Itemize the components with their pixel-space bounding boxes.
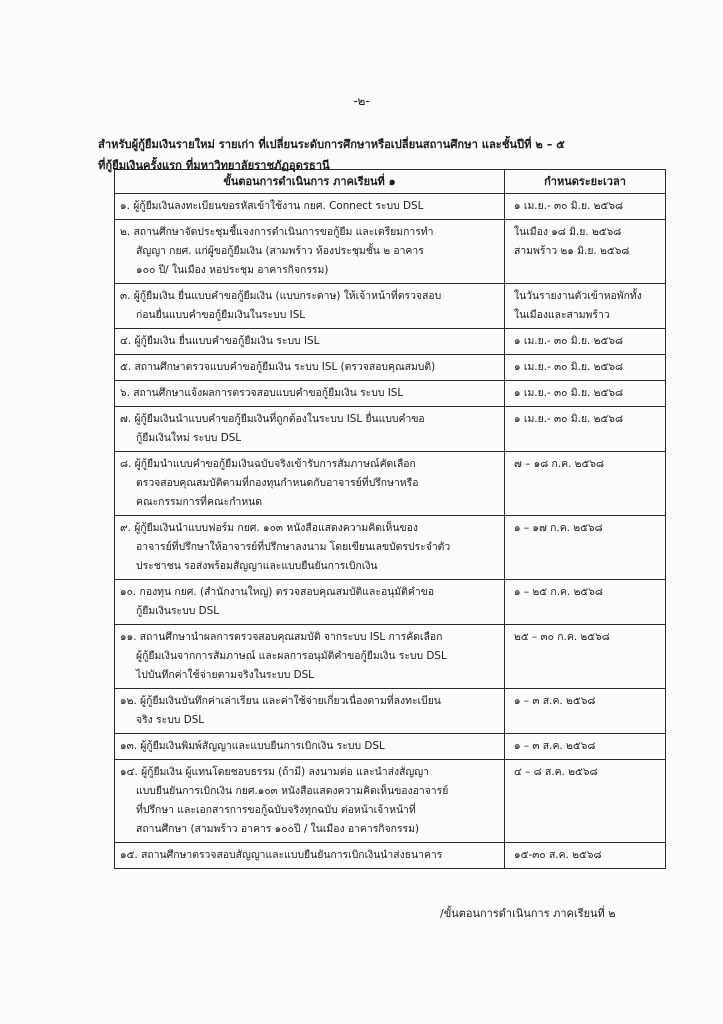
step-text: ที่ปรึกษา และเอกสารการขอกู้ฉบับจริงทุกฉบับ ต่อหน้าเจ้าหน้าที่ — [136, 804, 416, 816]
step-cell — [115, 284, 505, 329]
step-cell — [115, 329, 505, 355]
duration-cell — [505, 625, 666, 689]
step-cell — [115, 194, 505, 220]
heading-line-2: ที่กู้ยืมเงินครั้งแรก ที่มหาวิทยาลัยราชภัฏอุดรธานี — [98, 159, 330, 172]
step-text: ก่อนยื่นแบบคำขอกู้ยืมเงินในระบบ ISL — [136, 309, 306, 321]
duration-text: ในเมือง ๑๘ มิ.ย. ๒๕๖๘ — [514, 226, 622, 238]
duration-text: ๑๕-๓๐ ส.ค. ๒๕๖๘ — [514, 849, 602, 861]
step-text: สัญญา กยศ. แก่ผู้ขอกู้ยืมเงิน (สามพร้าว ห้องประชุมชั้น ๒ อาคาร — [136, 245, 424, 257]
step-text: ๓. ผู้กู้ยืมเงิน ยื่นแบบคำขอกู้ยืมเงิน (แบบกระดาษ) ให้เจ้าหน้าที่ตรวจสอบ — [120, 290, 442, 302]
step-cell — [115, 381, 505, 407]
duration-text: ในเมืองและสามพร้าว — [514, 309, 610, 321]
table-row — [115, 734, 666, 760]
step-cell — [115, 625, 505, 689]
header-duration: กำหนดระยะเวลา — [505, 170, 666, 194]
duration-text: ๒๕ – ๓๐ ก.ค. ๒๕๖๘ — [514, 631, 610, 643]
table-row — [115, 284, 666, 329]
table-row — [115, 407, 666, 452]
step-text: กู้ยืมเงินระบบ DSL — [136, 605, 219, 617]
table-row — [115, 760, 666, 843]
table-row — [115, 194, 666, 220]
step-text: ประชาชน รอส่งพร้อมสัญญาและแบบยืนยันการเบิกเงิน — [136, 560, 378, 572]
step-text: ไปบันทึกค่าใช้จ่ายตามจริงในระบบ DSL — [136, 669, 314, 681]
step-text: ผู้กู้ยืมเงินจากการสัมภาษณ์ และผลการอนุมัติคำขอกู้ยืมเงิน ระบบ DSL — [136, 650, 447, 662]
table-row — [115, 625, 666, 689]
step-cell — [115, 734, 505, 760]
step-text: ๗. ผู้กู้ยืมเงินนำแบบคำขอกู้ยืมเงินที่ถูกต้องในระบบ ISL ยื่นแบบคำขอ — [120, 413, 425, 425]
duration-cell — [505, 381, 666, 407]
table-row — [115, 580, 666, 625]
table-row — [115, 843, 666, 869]
step-text: ๖. สถานศึกษาแจ้งผลการตรวจสอบแบบคำขอกู้ยืมเงิน ระบบ ISL — [120, 387, 404, 399]
duration-text: ๑ – ๓ ส.ค. ๒๕๖๘ — [514, 740, 596, 752]
step-text: ๑๒. ผู้กู้ยืมเงินบันทึกค่าเล่าเรียน และค่าใช้จ่ายเกี่ยวเนื่องตามที่ลงทะเบียน — [120, 695, 441, 707]
step-text: ๒. สถานศึกษาจัดประชุมชี้แจงการดำเนินการขอกู้ยืม และเตรียมการทำ — [120, 226, 434, 238]
step-text: สถานศึกษา (สามพร้าว อาคาร ๑๐๐ปี / ในเมือง อาคารกิจกรรม) — [136, 823, 420, 835]
duration-cell — [505, 516, 666, 580]
duration-text: ๑ เม.ย.- ๓๐ มิ.ย. ๒๕๖๘ — [514, 335, 623, 347]
step-cell — [115, 689, 505, 734]
footer-note: /ขั้นตอนการดำเนินการ ภาคเรียนที่ ๒ — [440, 907, 616, 920]
duration-cell — [505, 284, 666, 329]
table-row — [115, 329, 666, 355]
step-cell — [115, 516, 505, 580]
duration-cell — [505, 734, 666, 760]
step-cell — [115, 580, 505, 625]
duration-text: ๑ เม.ย.- ๓๐ มิ.ย. ๒๕๖๘ — [514, 387, 623, 399]
step-text: ๑๓. ผู้กู้ยืมเงินพิมพ์สัญญาและแบบยืนการเบิกเงิน ระบบ DSL — [120, 740, 385, 752]
table-row — [115, 355, 666, 381]
step-cell — [115, 760, 505, 843]
page-number: -๒- — [353, 94, 370, 108]
step-text: ตรวจสอบคุณสมบัติตามที่กองทุนกำหนดกับอาจารย์ที่ปรึกษาหรือ — [136, 477, 419, 489]
duration-text: ๑ เม.ย.- ๓๐ มิ.ย. ๒๕๖๘ — [514, 413, 623, 425]
duration-cell — [505, 329, 666, 355]
procedure-table — [114, 169, 666, 869]
step-text: ๑๐. กองทุน กยศ. (สำนักงานใหญ่) ตรวจสอบคุณสมบัติและอนุมัติคำขอ — [120, 586, 435, 598]
step-cell — [115, 355, 505, 381]
step-text: อาจารย์ที่ปรึกษาให้อาจารย์ที่ปรึกษาลงนาม โดยเขียนเลขบัตรประจำตัว — [136, 541, 451, 553]
step-cell — [115, 407, 505, 452]
duration-text: ในวันรายงานตัวเข้าหอพักทั้ง — [514, 290, 642, 302]
table-row — [115, 516, 666, 580]
duration-cell — [505, 689, 666, 734]
duration-cell — [505, 194, 666, 220]
step-text: กู้ยืมเงินใหม่ ระบบ DSL — [136, 432, 242, 444]
step-text: ๑๑. สถานศึกษานำผลการตรวจสอบคุณสมบัติ จากระบบ ISL การคัดเลือก — [120, 631, 443, 643]
step-text: ๔. ผู้กู้ยืมเงิน ยื่นแบบคำขอกู้ยืมเงิน ระบบ ISL — [120, 335, 320, 347]
step-cell — [115, 452, 505, 516]
step-text: ๑๕. สถานศึกษาตรวจสอบสัญญาและแบบยืนยันการเบิกเงินนำส่งธนาคาร — [120, 849, 443, 861]
duration-cell — [505, 452, 666, 516]
step-text: ๑๔. ผู้กู้ยืมเงิน ผู้แทนโดยชอบธรรม (ถ้ามี) ลงนามต่อ และนำส่งสัญญา — [120, 766, 429, 778]
heading-line-1: สำหรับผู้กู้ยืมเงินรายใหม่ รายเก่า ที่เปลี่ยนระดับการศึกษาหรือเปลี่ยนสถานศึกษา และชั้นปีที่ ๒ – ๕ — [98, 138, 565, 151]
duration-cell — [505, 760, 666, 843]
table-row — [115, 689, 666, 734]
duration-cell — [505, 407, 666, 452]
step-text: ๘. ผู้กู้ยืมนำแบบคำขอกู้ยืมเงินฉบับจริงเข้ารับการสัมภาษณ์คัดเลือก — [120, 458, 416, 470]
duration-text: ๑ – ๑๗ ก.ค. ๒๕๖๘ — [514, 522, 603, 534]
step-text: คณะกรรมการที่คณะกำหนด — [136, 496, 263, 508]
duration-cell — [505, 580, 666, 625]
step-text: ๙. ผู้กู้ยืมเงินนำแบบฟอร์ม กยศ. ๑๐๓ หนังสือแสดงความคิดเห็นของ — [120, 522, 418, 534]
step-text: ๕. สถานศึกษาตรวจแบบคำขอกู้ยืมเงิน ระบบ ISL (ตรวจสอบคุณสมบติ) — [120, 361, 436, 373]
step-text: ๑๐๐ ปี/ ในเมือง หอประชุม อาคารกิจกรรม) — [136, 264, 329, 276]
duration-text: สามพร้าว ๒๑ มิ.ย. ๒๕๖๘ — [514, 245, 630, 257]
duration-cell — [505, 220, 666, 284]
duration-text: ๔ – ๘ ส.ค. ๒๕๖๘ — [514, 766, 598, 778]
step-text: จริง ระบบ DSL — [136, 714, 205, 726]
step-text: แบบยืนยันการเบิกเงิน กยศ.๑๐๓ หนังสือแสดงความคิดเห็นของอาจารย์ — [136, 785, 449, 797]
header-step: ขั้นตอนการดำเนินการ ภาคเรียนที่ ๑ — [115, 170, 505, 194]
duration-cell — [505, 355, 666, 381]
table-row — [115, 452, 666, 516]
duration-text: ๑ – ๓ ส.ค. ๒๕๖๘ — [514, 695, 596, 707]
table-row — [115, 381, 666, 407]
table-row — [115, 220, 666, 284]
duration-cell — [505, 843, 666, 869]
step-cell — [115, 220, 505, 284]
duration-text: ๑ เม.ย.- ๓๐ มิ.ย. ๒๕๖๘ — [514, 200, 623, 212]
step-text: ๑. ผู้กู้ยืมเงินลงทะเบียนขอรหัสเข้าใช้งาน กยศ. Connect ระบบ DSL — [120, 200, 424, 212]
step-cell — [115, 843, 505, 869]
duration-text: ๑ – ๒๕ ก.ค. ๒๕๖๘ — [514, 586, 603, 598]
duration-text: ๗ – ๑๘ ก.ค. ๒๕๖๘ — [514, 458, 605, 470]
duration-text: ๑ เม.ย.- ๓๐ มิ.ย. ๒๕๖๘ — [514, 361, 623, 373]
table-header-row — [115, 170, 666, 194]
